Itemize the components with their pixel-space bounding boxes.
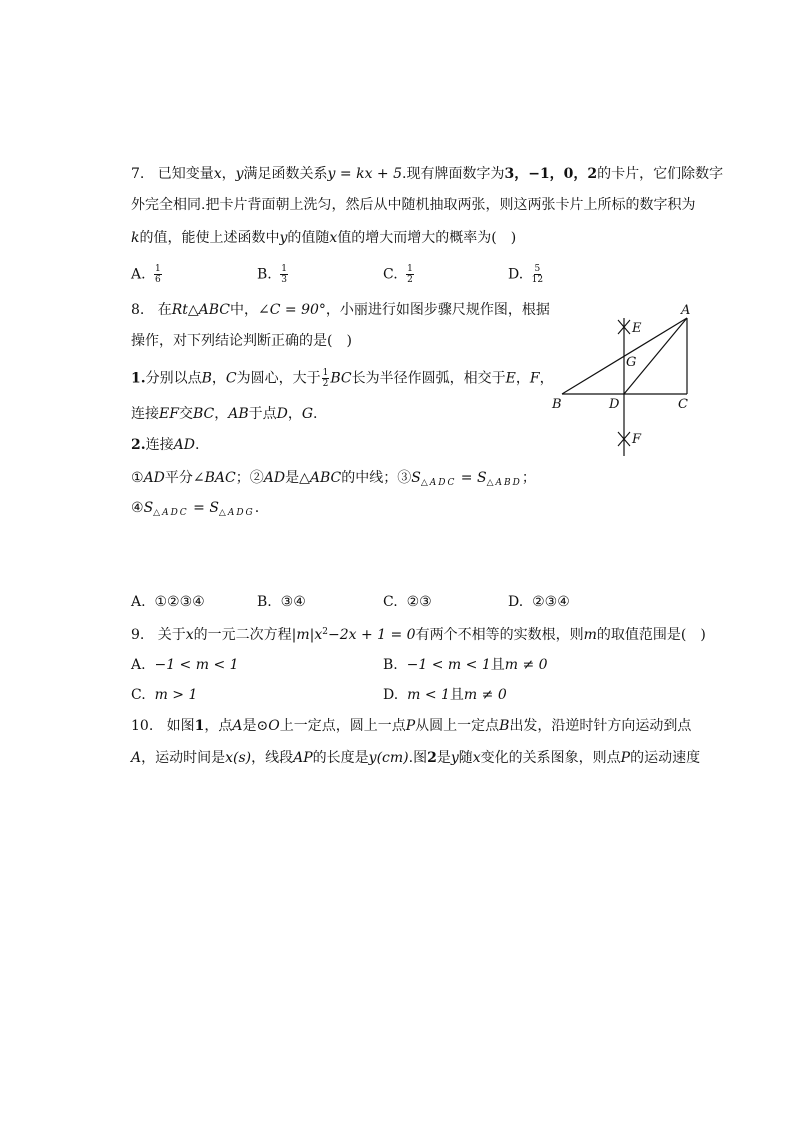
label-c: C	[678, 397, 688, 412]
q8-conclusions-2: $④S_{\triangle ADC} = S_{\triangle ADG}$.	[131, 500, 260, 518]
q8-line1: 8. 在Rt△ABC中，∠C = 90°，小丽进行如图步骤尺规作图，根据	[131, 302, 550, 318]
q7-option-c: C. $\frac{1}{2}$	[383, 264, 413, 285]
label-g: G	[626, 355, 637, 370]
fraction: $\frac{1}{3}$	[281, 264, 287, 285]
q7-card-values: 3，−1，0，2	[504, 166, 598, 182]
fraction: $\frac{1}{2}$	[407, 264, 413, 285]
q8-step1a: 1.分别以点B，C为圆心，大于 $\frac{1}{2}$ BC长为半径作圆弧，相交于E，F，	[131, 368, 554, 389]
label-b: B	[552, 397, 562, 412]
q7-option-d: D. $\frac{5}{12}$	[508, 264, 544, 285]
q8-option-c: C. ②③	[383, 594, 432, 610]
label-f: F	[632, 432, 642, 447]
q10-line1: 10. 如图1，点A是⊙O上一定点，圆上一点P从圆上一定点B出发，沿逆时针方向运动到点	[131, 718, 692, 734]
q7-option-a: A. $\frac{1}{6}$	[131, 264, 161, 285]
label-e: E	[632, 321, 642, 336]
fraction-half: $\frac{1}{2}$	[322, 368, 329, 389]
q7-function: y = kx + 5	[327, 166, 403, 182]
q9-number: 9.	[131, 627, 145, 643]
q8-step1b: 连接EF交BC，AB于点D，G.	[131, 406, 318, 422]
fraction: $\frac{5}{12}$	[531, 264, 544, 285]
q8-geometry-figure	[548, 300, 708, 462]
fraction: $\frac{1}{6}$	[155, 264, 161, 285]
q7-line1: 7. 已知变量x，y满足函数关系y = kx + 5.现有牌面数字为3，−1，0，2的卡片，它们除数字	[131, 166, 724, 182]
label-d: D	[609, 397, 620, 412]
q9-option-d: D. m < 1且m ≠ 0	[383, 687, 507, 703]
q9-option-c: C. m > 1	[131, 687, 198, 703]
q7-line2: 外完全相同.把卡片背面朝上洗匀，然后从中随机抽取两张，则这两张卡片上所标的数字积为	[131, 197, 696, 213]
q7-number: 7.	[131, 166, 145, 182]
label-a: A	[681, 303, 691, 318]
q9-line1: 9. 关于x的一元二次方程$|m|x^2-2x + 1 = 0$有两个不相等的实数根，则m的取值范围是( )	[131, 627, 706, 643]
q8-conclusions-1: ①AD平分∠BAC；②AD是△ABC的中线；$③S_{\triangle ADC} = S_{\triangle ABD}$；	[131, 470, 536, 488]
q8-option-a: A. ①②③④	[131, 594, 205, 610]
q8-option-d: D. ②③④	[508, 594, 570, 610]
q9-option-b: B. −1 < m < 1且m ≠ 0	[383, 657, 548, 673]
q8-number: 8.	[131, 302, 145, 318]
q8-option-b: B. ③④	[257, 594, 306, 610]
q8-step2: 2.连接AD.	[131, 437, 200, 453]
q7-option-b: B. $\frac{1}{3}$	[257, 264, 287, 285]
q9-option-a: A. −1 < m < 1	[131, 657, 239, 673]
q10-line2: A，运动时间是x(s)，线段AP的长度是y(cm).图2是y随x变化的关系图象，则点P的运动速度	[131, 750, 701, 766]
q7-line3: k的值，能使上述函数中y的值随x值的增大而增大的概率为( )	[131, 230, 517, 246]
q8-line2: 操作，对下列结论判断正确的是( )	[131, 333, 352, 349]
q10-number: 10.	[131, 718, 154, 734]
